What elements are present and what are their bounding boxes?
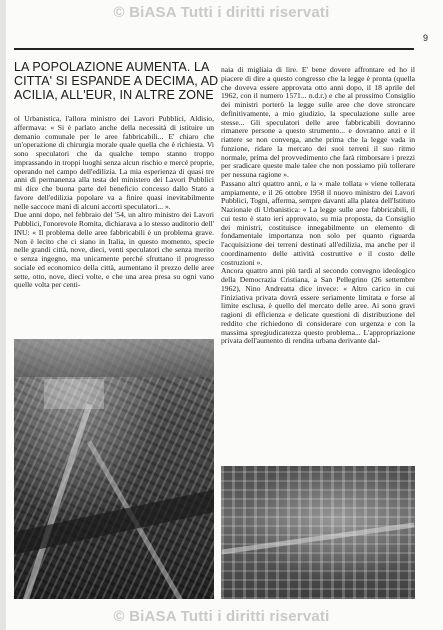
scan-edge — [0, 0, 6, 630]
page-number: 9 — [423, 33, 429, 43]
photo-road — [222, 523, 415, 555]
watermark-bottom — [0, 608, 443, 625]
paragraph: Passano altri quattro anni, e la « male tollata » viene tollerata ampiamente, e il 26 ottobre 1958 il nuovo ministro dei Lavori Pubblici, Togni, afferma, sempre davanti alla platea dell'Istituto Nazionale di Urbanistica: « La legge sulle aree fabbricabili, il cui testo è stato ieri approvato, su mia proposta, da Consiglio dei ministri, costituisce innegabilmente un elemento di fondamentale importanza non solo per quanto riguarda l'acquisizione dei terreni destinati all'edilizia, ma anche per il coordinamento delle attività costruttive e il costo delle costruzioni ». — [221, 178, 415, 267]
aerial-district-photo — [221, 466, 415, 599]
photo-building-block — [44, 379, 104, 409]
watermark-text: © BiASA Tutti i diritti riservati — [113, 608, 330, 625]
photo-road — [22, 403, 93, 599]
photo-river — [14, 482, 214, 558]
paragraph: Ancora quattro anni più tardi al secondo convegno ideologico della Democrazia Cristiana, a San Pellegrino (26 settembre 1962), Nino Andreatta dice invece: « Altro carico in cui l'iniziativa privata dovrà essere seriamente limitata e forse al limite esclusa, è quello del mercato delle aree. Ai sono gravi ragioni di efficienza e delicate questioni di distribuzione del reddito che richiedono di considerare con urgenza e con la massima spregiudicatezza questo problema... L'appropriazione privata dell'aumento di rendita urbana derivante dal- — [221, 266, 415, 346]
paragraph: naia di migliaia di lire. E' bene dovere affrontare ed ho il piacere di dire a questo congresso che la legge è pronta (quella che doveva essere approvata otto anni dopo, il 18 aprile del 1962, con il numero 1571... n.d.r.) e che al prossimo Consiglio dei ministri porterò la legge sulle aree che dove stroncare definitivamente, a mio giudizio, la speculazione sulle aree stesse... Gli speculatori delle aree fabbricabili dovranno rimanere persone a questo strumento... e dovranno anzi e il riattere se non converga, anche prima che la legge vada in funzione, ridare la mercato dei suoi terreni il suo ritmo normale, prima del provvedimento che farà rimborsare i prezzi per sradicare queste male talee che non possiamo più tollerare per nessuna ragione ». — [221, 66, 415, 179]
photo-horizon — [14, 339, 214, 377]
watermark-text: © BiASA Tutti i diritti riservati — [113, 4, 330, 21]
paragraph: Due anni dopo, nel febbraio del '54, un altro ministro dei Lavori Pubblici, l'onorevole Romita, dichiarava a lo stesso auditorio dell' INU: « Il problema delle aree fabbricabili è un problema grave. Non è lecito che ci siano in Italia, in questo momento, specie nelle grandi città, nove, dieci, venti speculatori che senza merito e senza ingegno, ma unicamente perché sfruttano il progresso sociale ed economico della città, aumentano il prezzo delle aree sette, otto, nove, dieci volte, e che una area presa su ogni vano quelle volta per centi- — [14, 210, 214, 290]
text-column-right — [221, 66, 415, 462]
paragraph: ol Urbanistica, l'allora ministro dei Lavori Pubblici, Aldisio, affermava: « Si è parlato anche della necessità di istituire un demanio comunale per le aree fabbricabili... E' chiaro che un'operazione di chirurgia morale quale quella che è richiesta. Vi sono speculatori che da qualche tempo stanno troppo imprassando in troppi luoghi senza alcun rischio e mercé proprie, operando nel campo dell'edilizia. La mia esperienza di quasi tre anni di permanenza alla testa del ministero dei Lavori Pubblici mi dice che buona parte del beneficio concesso dallo Stato a favore dell'edilizia popolare va a finire quasi inevitabilmente nelle saccoce mani di alcuni accorti speculatori... ». — [14, 115, 214, 211]
top-rule — [14, 48, 414, 50]
aerial-city-photo — [14, 339, 214, 599]
text-column-left — [14, 115, 214, 330]
article-headline: LA POPOLAZIONE AUMENTA. LA CITTA' SI ESPANDE A DECIMA, AD ACILIA, ALL'EUR, IN ALTRE ZONE — [14, 60, 219, 102]
watermark-top — [0, 4, 443, 21]
